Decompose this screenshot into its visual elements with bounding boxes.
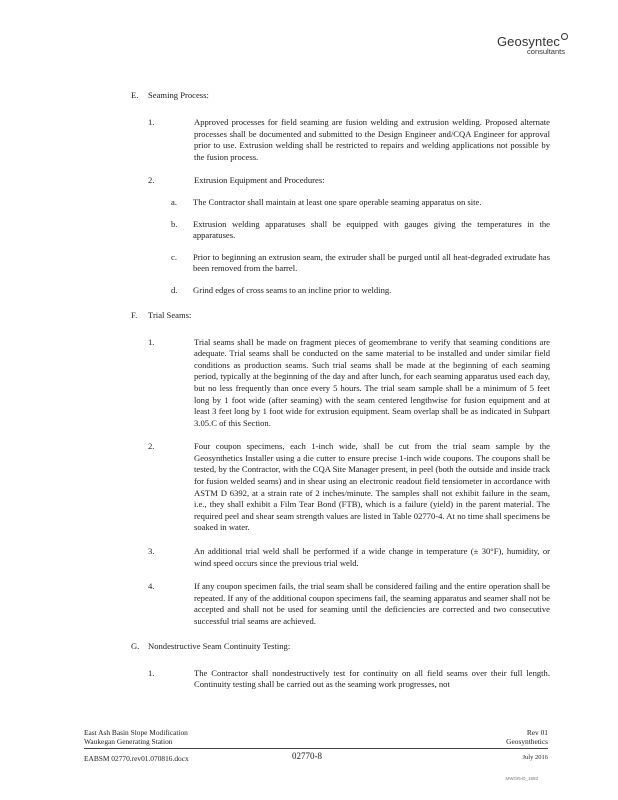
logo-subtitle: consultants (527, 47, 565, 56)
sub-item-letter: a. (171, 196, 177, 207)
sub-item (0, 219, 618, 242)
page-footer (0, 728, 618, 746)
item-text: Approved processes for field seaming are fusion welding and extrusion welding. Proposed alternate processes shall be documented and submitted to the Design Engineer and/CQA Engineer for approval prior to use. Extrusion welding shall be restricted to repairs and welding applications not possible by the fusion process. (194, 117, 550, 162)
item-number: 2. (148, 441, 155, 452)
section-label: F. (131, 309, 138, 320)
item-text: The Contractor shall nondestructively test for continuity on all field seams over their full length. Continuity testing shall be carried out as the seaming work progresses, not (194, 667, 550, 690)
item-text: Four coupon specimens, each 1-inch wide, shall be cut from the trial seam sample by the Geosynthetics Installer using a die cutter to ensure precise 1-inch wide coupons. The coupons shall be tested, by the Contractor, with the CQA Site Manager present, in peel (both the outside and inside track for fusion welded seams) and in shear using an electronic readout field tensiometer in accordance with ASTM D 6392, at a strain rate of 2 inches/minute. The samples shall not exhibit failure in the seam, i.e., they shall exhibit a Film Tear Bond (FTB), which is a failure (yield) in the parent material. The required peel and shear seam strength values are listed in Table 02770-4. At no time shall specimens be soaked in water. (194, 441, 550, 533)
list-item (0, 337, 618, 430)
item-number: 3. (148, 546, 155, 557)
company-logo (497, 33, 568, 56)
item-text: If any coupon specimen fails, the trial seam shall be considered failing and the entire operation shall be repeated. If any of the additional coupon specimens fail, the seaming apparatus and seamer shall not be accepted and shall not be used for seaming until the deficiencies are corrected and two consecutive successful trial seams are achieved. (194, 581, 550, 626)
footer-date: July 2016 (522, 754, 548, 761)
section-label: E. (131, 90, 139, 100)
section-title: Nondestructive Seam Continuity Testing: (148, 640, 291, 651)
section-heading-e (0, 90, 618, 102)
section-heading-f (0, 310, 618, 322)
document-body (0, 90, 618, 703)
sub-item-text: The Contractor shall maintain at least one spare operable seaming apparatus on site. (193, 196, 482, 207)
item-number: 4. (148, 581, 155, 592)
logo-name: Geosyntec (496, 34, 560, 49)
section-title: Trial Seams: (148, 309, 192, 320)
footer-divider (84, 748, 548, 749)
sub-item-letter: d. (171, 284, 178, 295)
list-item (0, 581, 618, 627)
sub-item-letter: c. (171, 251, 177, 262)
sub-item-text: Extrusion welding apparatuses shall be equipped with gauges giving the temperatures in the apparatuses. (193, 218, 550, 241)
item-text: An additional trial weld shall be performed if a wide change in temperature (± 30°F), humidity, or wind speed occurs since the previous trial weld. (194, 546, 550, 568)
list-item (0, 546, 618, 569)
item-number: 1. (148, 667, 155, 678)
sub-item-letter: b. (171, 218, 178, 229)
sub-item (0, 197, 618, 209)
logo-mark-icon (561, 33, 568, 40)
item-text: Extrusion Equipment and Procedures: (194, 175, 325, 186)
list-item (0, 441, 618, 534)
footer-section-name: Geosynthetics (506, 737, 548, 746)
sub-item (0, 252, 618, 275)
list-item (0, 668, 618, 691)
item-text: Trial seams shall be made on fragment pieces of geomembrane to verify that seaming conditions are adequate. Trial seams shall be conducted on the same material to be installed and under similar field conditions as production seams. Such trial seams shall be made at the beginning of each seaming period, typically at the beginning of the day and after lunch, for each seaming apparatus used each day, but no less frequently than once every 5 hours. The trial seam sample shall be a minimum of 5 feet long by 1 foot wide (after seaming) with the seam centered lengthwise for fusion equipment and at least 3 feet long by 1 foot wide for extrusion equipment. Seam overlap shall be as indicated in Subpart 3.05.C of this Section. (194, 336, 550, 428)
list-item (0, 117, 618, 163)
section-label: G. (131, 640, 140, 651)
footer-project: East Ash Basin Slope Modification (84, 728, 188, 737)
item-number: 1. (148, 336, 155, 347)
footer-revision: Rev 01 (526, 728, 548, 737)
page-number: 02770-8 (292, 751, 322, 761)
item-number: 1. (148, 117, 155, 127)
sub-item-text: Prior to beginning an extrusion seam, the extruder shall be purged until all heat-degraded extrudate has been removed from the barrel. (193, 251, 550, 274)
footer-filename: EABSM 02770.rev01.070816.docx (84, 754, 189, 763)
section-title: Seaming Process: (148, 90, 209, 100)
item-number: 2. (148, 175, 155, 186)
sub-item-text: Grind edges of cross seams to an incline prior to welding. (193, 284, 392, 295)
sub-item (0, 285, 618, 297)
footer-site: Waukegan Generating Station (84, 737, 173, 746)
section-heading-g (0, 641, 618, 653)
list-item (0, 175, 618, 187)
bates-stamp: MWGI5-Ð_1893 (505, 776, 538, 781)
